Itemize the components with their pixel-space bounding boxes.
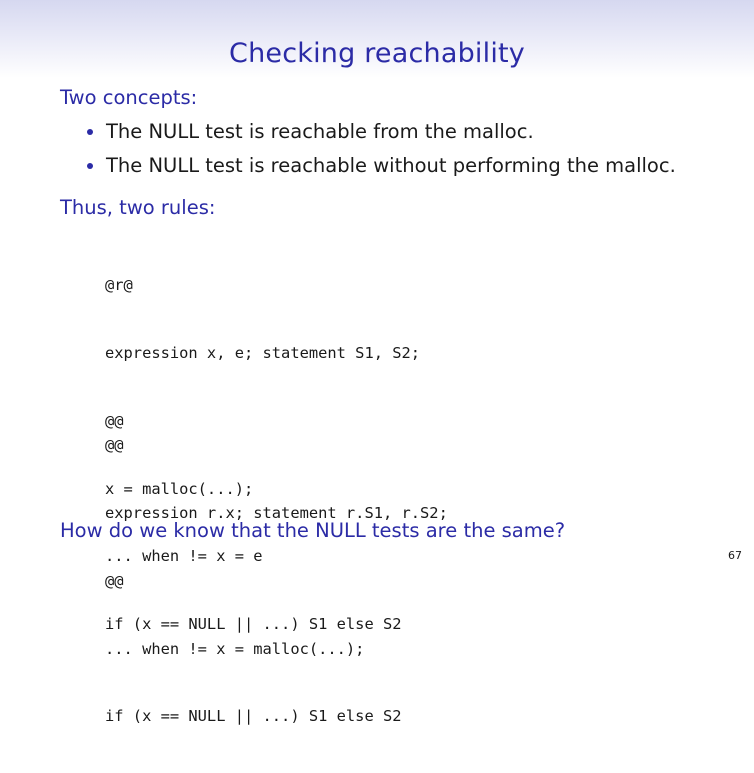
code-line: @@ xyxy=(105,411,124,430)
bullet-text: The NULL test is reachable without performing the malloc. xyxy=(106,154,676,177)
code-line: x = malloc(...); xyxy=(105,479,254,498)
code-line: ... when != x = e xyxy=(105,547,263,566)
list-item xyxy=(85,117,676,151)
slide-title: Checking reachability xyxy=(229,38,525,69)
code-line: @@ xyxy=(105,571,124,590)
code-line: @@ xyxy=(105,436,124,455)
rules-label: Thus, two rules: xyxy=(60,196,216,219)
page-number: 67 xyxy=(728,549,742,562)
list-item xyxy=(85,151,676,185)
closing-question: How do we know that the NULL tests are the same? xyxy=(60,519,566,542)
code-line: if (x == NULL || ...) S1 else S2 xyxy=(105,615,402,634)
code-line: expression x, e; statement S1, S2; xyxy=(105,343,421,362)
code-line: if (x == NULL || ...) S1 else S2 xyxy=(105,707,402,726)
bullet-text: The NULL test is reachable from the malloc. xyxy=(106,120,534,143)
concepts-label: Two concepts: xyxy=(60,86,198,109)
concepts-list xyxy=(85,117,676,185)
code-line: expression r.x; statement r.S1, r.S2; xyxy=(105,503,448,522)
code-line: @r@ xyxy=(105,276,133,295)
code-line: ... when != x = malloc(...); xyxy=(105,639,365,658)
bullet-dot-icon xyxy=(87,129,93,135)
bullet-dot-icon xyxy=(87,163,93,169)
code-block-rule2 xyxy=(105,389,448,773)
